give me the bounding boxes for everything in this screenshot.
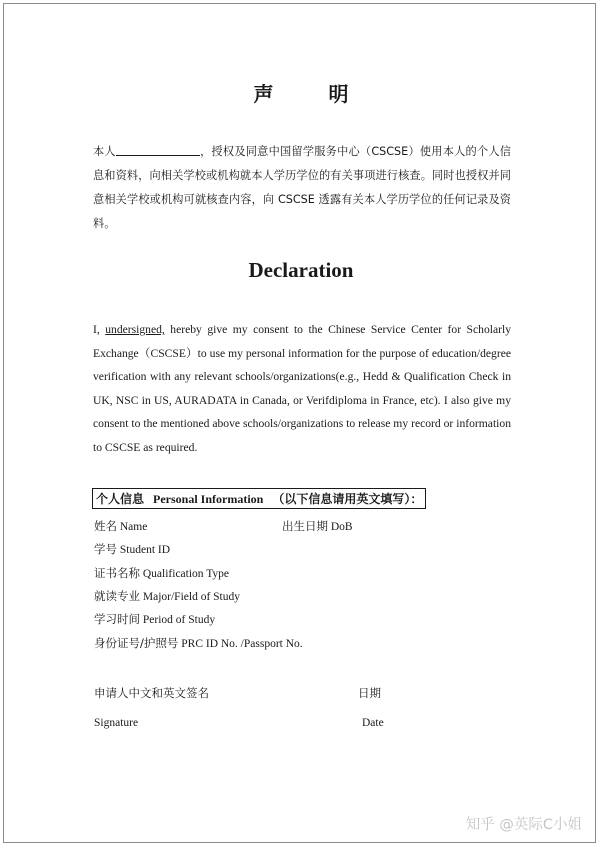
field-student-id-zh: 学号 <box>94 542 117 556</box>
chinese-body-text: ，授权及同意中国留学服务中心（CSCSE）使用本人的个人信息和资料，向相关学校或机构就本人学历学位的有关事项进行核查。同时也授权并同意相关学校或机构可就核查内容，向 CSCSE 透露有关本人学历学位的任何记录及资料。 <box>93 145 511 230</box>
name-blank-line <box>116 143 200 156</box>
field-major-zh: 就读专业 <box>94 589 140 603</box>
field-name <box>94 518 147 534</box>
chinese-declaration-paragraph <box>93 140 511 236</box>
field-qualification-zh: 证书名称 <box>94 566 140 580</box>
english-lead-text: I, <box>93 323 106 336</box>
field-period <box>94 611 215 627</box>
personal-info-header-cn: 个人信息 <box>96 492 145 506</box>
undersigned-text: undersigned, <box>105 323 165 336</box>
signature-label-en: Signature <box>94 717 139 729</box>
field-qualification <box>94 565 229 581</box>
field-dob <box>282 518 353 534</box>
watermark-text: 知乎 @英际C小姐 <box>465 817 582 833</box>
chinese-lead-text: 本人 <box>93 145 116 158</box>
field-major <box>94 588 240 604</box>
personal-info-header <box>92 488 426 509</box>
applicant-signature-label-cn: 申请人中文和英文签名 <box>94 686 209 700</box>
field-dob-zh: 出生日期 <box>282 519 328 533</box>
field-qualification-en: Qualification Type <box>142 568 230 580</box>
english-title: Declaration <box>248 258 354 282</box>
field-name-zh: 姓名 <box>94 519 117 533</box>
field-student-id <box>94 541 170 557</box>
date-label-en: Date <box>362 717 384 729</box>
date-label-cn: 日期 <box>358 686 381 700</box>
field-student-id-en: Student ID <box>119 544 171 556</box>
field-id-number-en: PRC ID No. /Passport No. <box>181 638 303 650</box>
field-id-number-zh: 身份证号/护照号 <box>94 636 179 650</box>
field-major-en: Major/Field of Study <box>142 591 240 603</box>
personal-info-header-en: Personal Information <box>153 492 264 506</box>
english-body-text: hereby give my consent to the Chinese Service Center for Scholarly Exchange（CSCSE）to use my personal information for the purpose of education/degree verification with any relevant schools/organizations(e.g., Hedd & Qualification Check in UK, NSC in US, AURADATA in Canada, or Verifdiploma in France, etc). I also give my consent to the mentioned above schools/organizations to release my record or information to CSCSE as required. <box>93 323 511 454</box>
field-period-zh: 学习时间 <box>94 612 140 626</box>
field-dob-en: DoB <box>330 521 353 533</box>
field-id-number <box>94 635 303 651</box>
field-name-en: Name <box>119 521 148 533</box>
field-period-en: Period of Study <box>142 614 216 626</box>
personal-info-header-note: （以下信息请用英文填写）： <box>272 492 423 506</box>
chinese-title: 声 明 <box>253 82 373 106</box>
english-declaration-paragraph <box>93 318 511 460</box>
